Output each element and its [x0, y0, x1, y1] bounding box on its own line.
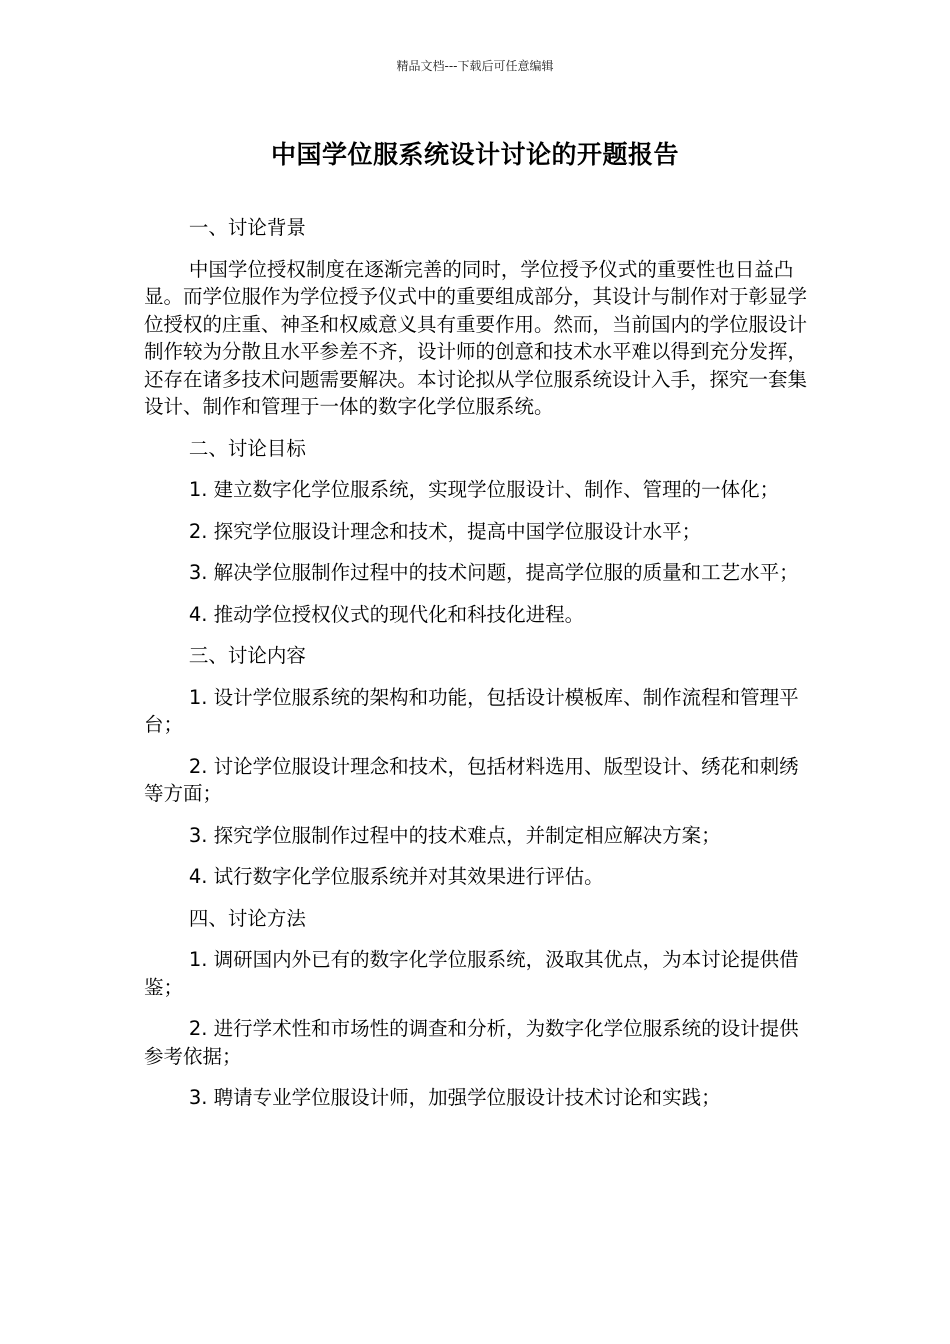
- method-item: 1. 调研国内外已有的数字化学位服系统，汲取其优点，为本讨论提供借鉴；: [144, 948, 799, 999]
- method-item: 3. 聘请专业学位服设计师，加强学位服设计技术讨论和实践；: [188, 1086, 721, 1109]
- document-body: [144, 214, 810, 1126]
- goal-item: 3. 解决学位服制作过程中的技术问题，提高学位服的质量和工艺水平；: [188, 561, 799, 584]
- method-item: 2. 进行学术性和市场性的调查和分析，为数字化学位服系统的设计提供参考依据；: [144, 1017, 799, 1068]
- content-item: 1. 设计学位服系统的架构和功能，包括设计模板库、制作流程和管理平台；: [144, 685, 799, 736]
- goal-item: 2. 探究学位服设计理念和技术，提高中国学位服设计水平；: [188, 519, 702, 543]
- content-item: 3. 探究学位服制作过程中的技术难点，并制定相应解决方案；: [188, 823, 721, 847]
- background-paragraph: 中国学位授权制度在逐渐完善的同时，学位授予仪式的重要性也日益凸显。而学位服作为学位授予仪式中的重要组成部分，其设计与制作对于彰显学位授权的庄重、神圣和权威意义具有重要作用。然而，当前国内的学位服设计制作较为分散且水平参差不齐，设计师的创意和技术水平难以得到充分发挥，还存在诸多技术问题需要解决。本讨论拟从学位服系统设计入手，探究一套集设计、制作和管理于一体的数字化学位服系统。: [144, 257, 808, 418]
- header-note: 精品文档---下载后可任意编辑: [396, 59, 554, 73]
- content-item: 4. 试行数字化学位服系统并对其效果进行评估。: [188, 865, 604, 888]
- goal-item: 4. 推动学位授权仪式的现代化和科技化进程。: [188, 602, 585, 626]
- content-item: 2. 讨论学位服设计理念和技术，包括材料选用、版型设计、绣花和刺绣等方面；: [144, 754, 799, 805]
- section-heading-goals: 二、讨论目标: [188, 436, 306, 460]
- section-heading-methods: 四、讨论方法: [188, 906, 306, 930]
- section-heading-background: 一、讨论背景: [188, 216, 306, 239]
- goal-item: 1. 建立数字化学位服系统，实现学位服设计、制作、管理的一体化；: [188, 478, 780, 501]
- section-heading-content: 三、讨论内容: [188, 644, 306, 667]
- document-title: 中国学位服系统设计讨论的开题报告: [270, 140, 679, 169]
